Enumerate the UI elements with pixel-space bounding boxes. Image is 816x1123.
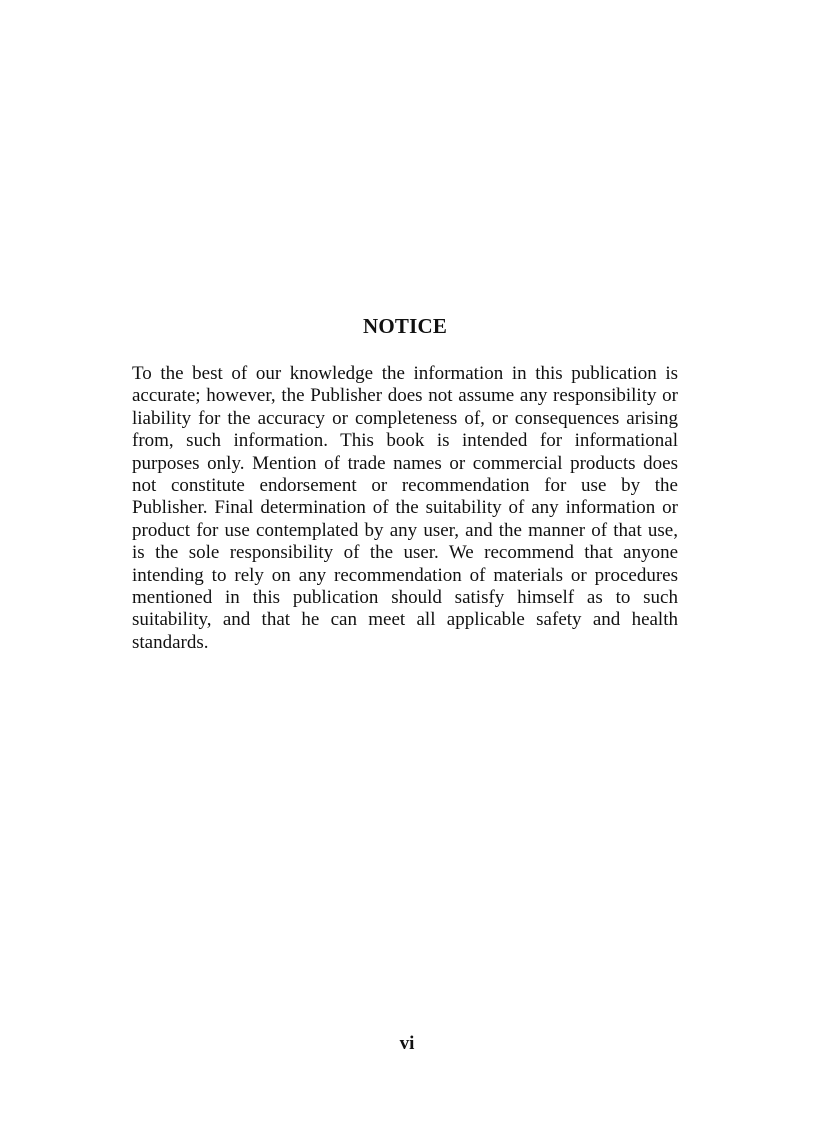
notice-body: To the best of our knowledge the information in this publication is accurate; however, the Publisher does not assume any responsibility or liability for the accuracy or completeness of, or consequences arising from, such information. This book is intended for informational purposes only. Mention of trade names or commercial products does not constitute endorsement or recommendation for use by the Publisher. Final determination of the suitability of any information or product for use contemplated by any user, and the manner of that use, is the sole responsibility of the user. We recommend that anyone intending to rely on any recommendation of materials or procedures mentioned in this publication should satisfy himself as to such suitability, and that he can meet all applicable safety and health standards.	[132, 363, 678, 653]
page-title: NOTICE	[362, 314, 448, 338]
page-number: vi	[399, 1033, 415, 1054]
